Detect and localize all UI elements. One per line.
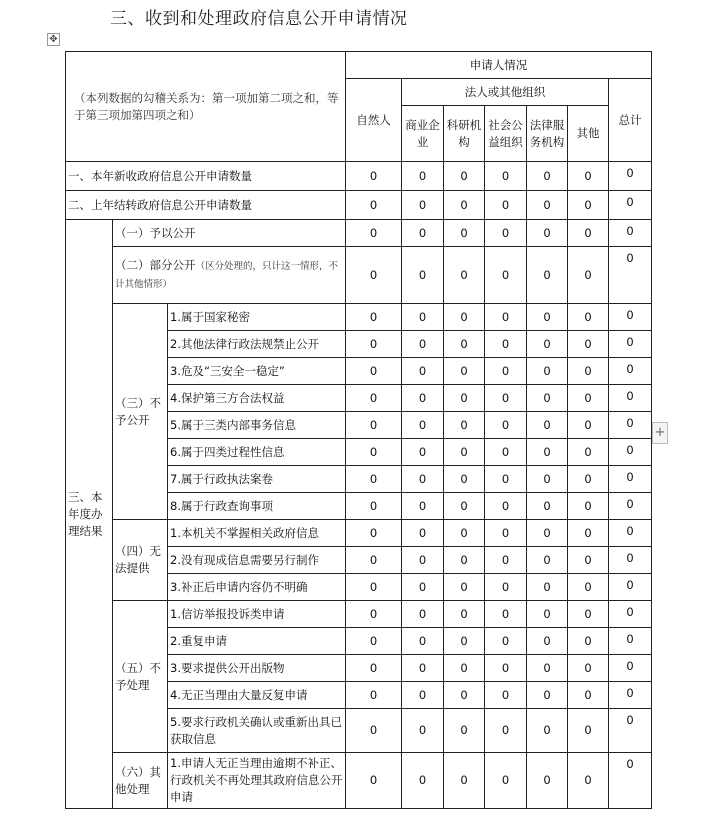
count-cell: 0 bbox=[346, 493, 402, 520]
table-row bbox=[66, 191, 652, 220]
count-cell: 0 bbox=[346, 628, 402, 655]
count-cell: 0 bbox=[527, 385, 568, 412]
count-cell: 0 bbox=[485, 547, 527, 574]
count-cell: 0 bbox=[568, 385, 609, 412]
header-legal-group: 法人或其他组织 bbox=[402, 79, 609, 106]
subgroup-label: （五）不予处理 bbox=[113, 601, 168, 753]
count-cell: 0 bbox=[568, 574, 609, 601]
subgroup-label: （四）无法提供 bbox=[113, 520, 168, 601]
count-cell: 0 bbox=[568, 191, 609, 220]
count-cell: 0 bbox=[402, 358, 444, 385]
count-cell: 0 bbox=[568, 493, 609, 520]
count-cell: 0 bbox=[346, 162, 402, 191]
count-cell: 0 bbox=[609, 574, 652, 601]
count-cell: 0 bbox=[527, 191, 568, 220]
count-cell: 0 bbox=[568, 682, 609, 709]
count-cell: 0 bbox=[527, 439, 568, 466]
count-cell: 0 bbox=[485, 358, 527, 385]
count-cell: 0 bbox=[527, 466, 568, 493]
count-cell: 0 bbox=[609, 655, 652, 682]
count-cell: 0 bbox=[527, 628, 568, 655]
count-cell: 0 bbox=[527, 520, 568, 547]
table-row bbox=[66, 753, 652, 809]
count-cell: 0 bbox=[568, 709, 609, 753]
count-cell: 0 bbox=[527, 709, 568, 753]
count-cell: 0 bbox=[402, 574, 444, 601]
header-total: 总计 bbox=[609, 79, 652, 162]
count-cell: 0 bbox=[527, 220, 568, 247]
count-cell: 0 bbox=[444, 220, 485, 247]
count-cell: 0 bbox=[568, 547, 609, 574]
count-cell: 0 bbox=[568, 412, 609, 439]
count-cell: 0 bbox=[485, 439, 527, 466]
count-cell: 0 bbox=[609, 162, 652, 191]
result-group-label: 三、本年度办理结果 bbox=[66, 220, 113, 809]
section-title: 三、收到和处理政府信息公开申请情况 bbox=[110, 9, 408, 29]
count-cell: 0 bbox=[402, 753, 444, 809]
count-cell: 0 bbox=[568, 162, 609, 191]
count-cell: 0 bbox=[444, 493, 485, 520]
table-row bbox=[66, 220, 652, 247]
count-cell: 0 bbox=[346, 220, 402, 247]
count-cell: 0 bbox=[609, 682, 652, 709]
count-cell: 0 bbox=[485, 682, 527, 709]
table-move-handle-icon[interactable]: ✥ bbox=[47, 33, 60, 46]
count-cell: 0 bbox=[568, 220, 609, 247]
header-legal-service: 法律服务机构 bbox=[527, 106, 568, 162]
count-cell: 0 bbox=[444, 547, 485, 574]
count-cell: 0 bbox=[609, 304, 652, 331]
row-label: 3.危及“三安全一稳定” bbox=[168, 358, 346, 385]
table-row bbox=[66, 247, 652, 304]
count-cell: 0 bbox=[485, 247, 527, 304]
count-cell: 0 bbox=[346, 520, 402, 547]
count-cell: 0 bbox=[485, 655, 527, 682]
count-cell: 0 bbox=[527, 304, 568, 331]
count-cell: 0 bbox=[444, 601, 485, 628]
count-cell: 0 bbox=[346, 753, 402, 809]
row-label: 1.本机关不掌握相关政府信息 bbox=[168, 520, 346, 547]
count-cell: 0 bbox=[444, 655, 485, 682]
count-cell: 0 bbox=[346, 412, 402, 439]
count-cell: 0 bbox=[568, 655, 609, 682]
count-cell: 0 bbox=[402, 682, 444, 709]
count-cell: 0 bbox=[346, 439, 402, 466]
count-cell: 0 bbox=[346, 331, 402, 358]
count-cell: 0 bbox=[402, 162, 444, 191]
count-cell: 0 bbox=[485, 601, 527, 628]
count-cell: 0 bbox=[402, 547, 444, 574]
count-cell: 0 bbox=[346, 709, 402, 753]
count-cell: 0 bbox=[609, 547, 652, 574]
count-cell: 0 bbox=[444, 247, 485, 304]
table-note: （本列数据的勾稽关系为：第一项加第二项之和，等于第三项加第四项之和） bbox=[66, 52, 346, 162]
count-cell: 0 bbox=[346, 547, 402, 574]
count-cell: 0 bbox=[527, 412, 568, 439]
count-cell: 0 bbox=[346, 682, 402, 709]
row-label: 3.要求提供公开出版物 bbox=[168, 655, 346, 682]
table-row bbox=[66, 304, 652, 331]
count-cell: 0 bbox=[485, 574, 527, 601]
header-natural-person: 自然人 bbox=[346, 79, 402, 162]
count-cell: 0 bbox=[568, 439, 609, 466]
count-cell: 0 bbox=[609, 412, 652, 439]
count-cell: 0 bbox=[609, 601, 652, 628]
count-cell: 0 bbox=[444, 709, 485, 753]
count-cell: 0 bbox=[609, 493, 652, 520]
count-cell: 0 bbox=[402, 493, 444, 520]
count-cell: 0 bbox=[527, 547, 568, 574]
count-cell: 0 bbox=[485, 191, 527, 220]
row-label: 4.无正当理由大量反复申请 bbox=[168, 682, 346, 709]
count-cell: 0 bbox=[527, 493, 568, 520]
count-cell: 0 bbox=[568, 466, 609, 493]
row-label: （一）予以公开 bbox=[113, 220, 346, 247]
count-cell: 0 bbox=[402, 385, 444, 412]
count-cell: 0 bbox=[485, 304, 527, 331]
count-cell: 0 bbox=[485, 520, 527, 547]
row-label: 2.没有现成信息需要另行制作 bbox=[168, 547, 346, 574]
count-cell: 0 bbox=[346, 601, 402, 628]
count-cell: 0 bbox=[444, 753, 485, 809]
count-cell: 0 bbox=[609, 520, 652, 547]
count-cell: 0 bbox=[346, 385, 402, 412]
count-cell: 0 bbox=[609, 753, 652, 809]
row-label: 1.属于国家秘密 bbox=[168, 304, 346, 331]
header-public-welfare: 社会公益组织 bbox=[485, 106, 527, 162]
row-label: 3.补正后申请内容仍不明确 bbox=[168, 574, 346, 601]
count-cell: 0 bbox=[444, 466, 485, 493]
count-cell: 0 bbox=[609, 385, 652, 412]
row-label: 1.信访举报投诉类申请 bbox=[168, 601, 346, 628]
count-cell: 0 bbox=[568, 753, 609, 809]
table-row bbox=[66, 601, 652, 628]
count-cell: 0 bbox=[609, 358, 652, 385]
count-cell: 0 bbox=[444, 520, 485, 547]
count-cell: 0 bbox=[485, 753, 527, 809]
count-cell: 0 bbox=[402, 520, 444, 547]
row-label: 8.属于行政查询事项 bbox=[168, 493, 346, 520]
count-cell: 0 bbox=[402, 601, 444, 628]
count-cell: 0 bbox=[485, 412, 527, 439]
count-cell: 0 bbox=[402, 191, 444, 220]
application-stats-table bbox=[65, 51, 652, 809]
count-cell: 0 bbox=[609, 439, 652, 466]
count-cell: 0 bbox=[527, 682, 568, 709]
count-cell: 0 bbox=[485, 385, 527, 412]
header-research: 科研机构 bbox=[444, 106, 485, 162]
count-cell: 0 bbox=[527, 247, 568, 304]
count-cell: 0 bbox=[402, 439, 444, 466]
count-cell: 0 bbox=[444, 358, 485, 385]
count-cell: 0 bbox=[485, 331, 527, 358]
row-label: 1.申请人无正当理由逾期不补正、行政机关不再处理其政府信息公开申请 bbox=[168, 753, 346, 809]
count-cell: 0 bbox=[346, 466, 402, 493]
count-cell: 0 bbox=[402, 331, 444, 358]
count-cell: 0 bbox=[402, 412, 444, 439]
row-label: 5.属于三类内部事务信息 bbox=[168, 412, 346, 439]
subgroup-label: （六）其他处理 bbox=[113, 753, 168, 809]
count-cell: 0 bbox=[444, 574, 485, 601]
count-cell: 0 bbox=[527, 331, 568, 358]
count-cell: 0 bbox=[527, 601, 568, 628]
count-cell: 0 bbox=[444, 439, 485, 466]
count-cell: 0 bbox=[402, 304, 444, 331]
count-cell: 0 bbox=[485, 709, 527, 753]
count-cell: 0 bbox=[402, 247, 444, 304]
count-cell: 0 bbox=[568, 331, 609, 358]
count-cell: 0 bbox=[346, 304, 402, 331]
count-cell: 0 bbox=[527, 655, 568, 682]
row-label: 7.属于行政执法案卷 bbox=[168, 466, 346, 493]
header-other: 其他 bbox=[568, 106, 609, 162]
count-cell: 0 bbox=[444, 412, 485, 439]
count-cell: 0 bbox=[346, 358, 402, 385]
row-label: （二）部分公开（区分处理的，只计这一情形，不计其他情形） bbox=[113, 247, 346, 304]
count-cell: 0 bbox=[444, 628, 485, 655]
count-cell: 0 bbox=[485, 220, 527, 247]
count-cell: 0 bbox=[609, 709, 652, 753]
count-cell: 0 bbox=[527, 162, 568, 191]
count-cell: 0 bbox=[444, 191, 485, 220]
count-cell: 0 bbox=[527, 574, 568, 601]
table-row bbox=[66, 520, 652, 547]
count-cell: 0 bbox=[609, 191, 652, 220]
count-cell: 0 bbox=[444, 385, 485, 412]
count-cell: 0 bbox=[609, 466, 652, 493]
count-cell: 0 bbox=[568, 628, 609, 655]
count-cell: 0 bbox=[402, 466, 444, 493]
count-cell: 0 bbox=[402, 628, 444, 655]
row-label: 6.属于四类过程性信息 bbox=[168, 439, 346, 466]
count-cell: 0 bbox=[568, 358, 609, 385]
count-cell: 0 bbox=[444, 331, 485, 358]
count-cell: 0 bbox=[444, 304, 485, 331]
count-cell: 0 bbox=[527, 753, 568, 809]
count-cell: 0 bbox=[568, 247, 609, 304]
row-label: 4.保护第三方合法权益 bbox=[168, 385, 346, 412]
row-label: 一、本年新收政府信息公开申请数量 bbox=[66, 162, 346, 191]
header-commercial: 商业企业 bbox=[402, 106, 444, 162]
row-label: 5.要求行政机关确认或重新出具已获取信息 bbox=[168, 709, 346, 753]
table-row bbox=[66, 162, 652, 191]
subgroup-label: （三）不予公开 bbox=[113, 304, 168, 520]
count-cell: 0 bbox=[346, 655, 402, 682]
count-cell: 0 bbox=[568, 601, 609, 628]
row-label: 二、上年结转政府信息公开申请数量 bbox=[66, 191, 346, 220]
count-cell: 0 bbox=[444, 682, 485, 709]
count-cell: 0 bbox=[444, 162, 485, 191]
count-cell: 0 bbox=[485, 493, 527, 520]
count-cell: 0 bbox=[609, 628, 652, 655]
count-cell: 0 bbox=[346, 247, 402, 304]
count-cell: 0 bbox=[568, 304, 609, 331]
count-cell: 0 bbox=[402, 655, 444, 682]
count-cell: 0 bbox=[346, 191, 402, 220]
count-cell: 0 bbox=[402, 709, 444, 753]
header-applicant: 申请人情况 bbox=[346, 52, 652, 79]
add-column-icon[interactable]: + bbox=[652, 422, 668, 444]
count-cell: 0 bbox=[527, 358, 568, 385]
count-cell: 0 bbox=[568, 520, 609, 547]
row-label: 2.重复申请 bbox=[168, 628, 346, 655]
count-cell: 0 bbox=[402, 220, 444, 247]
count-cell: 0 bbox=[609, 331, 652, 358]
count-cell: 0 bbox=[485, 466, 527, 493]
count-cell: 0 bbox=[485, 162, 527, 191]
row-label: 2.其他法律行政法规禁止公开 bbox=[168, 331, 346, 358]
count-cell: 0 bbox=[609, 247, 652, 304]
count-cell: 0 bbox=[346, 574, 402, 601]
count-cell: 0 bbox=[609, 220, 652, 247]
count-cell: 0 bbox=[485, 628, 527, 655]
